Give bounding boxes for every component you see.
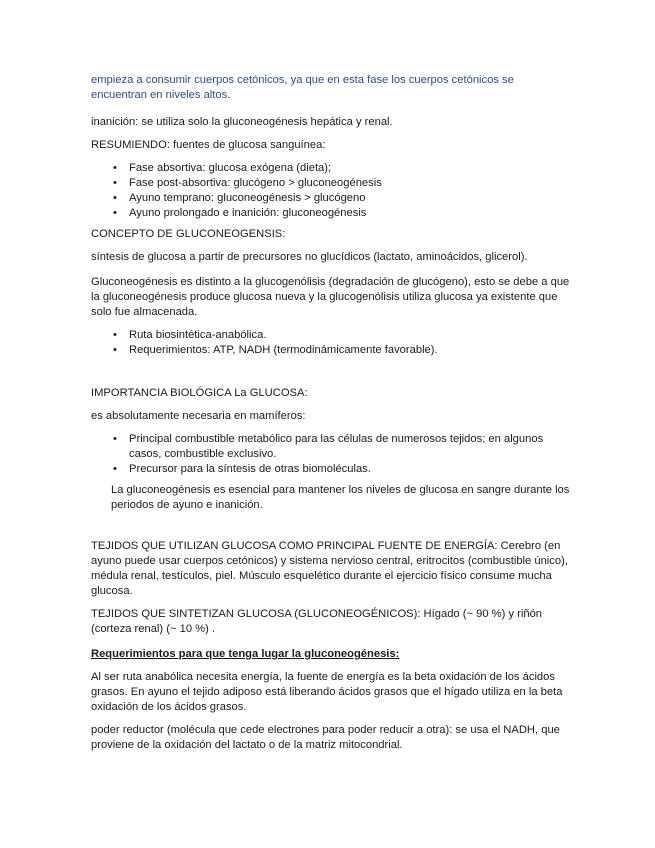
paragraph-mammals: es absolutamente necesaria en mamíferos: [91, 410, 306, 422]
list-item: • Requerimientos: ATP, NADH (termodinámicamente favorable). [91, 343, 571, 358]
list-item: • Ayuno prolongado e inanición: gluconeogénesis [91, 206, 571, 221]
paragraph-ketone-bodies: empieza a consumir cuerpos cetónicos, ya que en esta fase los cuerpos cetónicos se encuentran en niveles altos. [91, 74, 514, 101]
heading-requirements: Requerimientos para que tenga lugar la gluconeogénesis: [91, 648, 400, 660]
paragraph-energy: Al ser ruta anabólica necesita energía, la fuente de energía es la beta oxidación de los ácidos grasos. En ayuno el tejido adiposo está liberando ácidos grasos que el hígado utiliza en la beta oxidación de los ácidos grasos. [91, 671, 563, 713]
heading-importance: IMPORTANCIA BIOLÓGICA La GLUCOSA: [91, 387, 308, 399]
list-item: • Principal combustible metabólico para las células de numerosos tejidos; en algunos casos, combustible exclusivo. [91, 432, 571, 462]
list-importance [91, 432, 571, 477]
list-pathway [91, 328, 571, 358]
paragraph-definition: síntesis de glucosa a partir de precursores no glucídicos (lactato, aminoácidos, glicerol). [91, 251, 528, 263]
paragraph-essential: La gluconeogénesis es esencial para mantener los niveles de glucosa en sangre durante los periodos de ayuno e inanición. [111, 484, 570, 511]
list-item: • Fase absortiva: glucosa exógena (dieta); [91, 161, 571, 176]
paragraph-tissues-use: TEJIDOS QUE UTILIZAN GLUCOSA COMO PRINCIPAL FUENTE DE ENERGÍA: Cerebro (en ayuno puede usar cuerpos cetónicos) y sistema nervioso central, eritrocitos (combustible único), médula renal, testículos, piel. Músculo esquelético durante el ejercicio físico consume mucha glucosa. [91, 540, 568, 597]
paragraph-tissues-synthesize: TEJIDOS QUE SINTETIZAN GLUCOSA (GLUCONEOGÉNICOS): Hígado (~ 90 %) y riñón (corteza renal) (~ 10 %) . [91, 608, 543, 635]
paragraph-glycogenolysis: Gluconeogénesis es distinto a la glucogenólisis (degradación de glucógeno), esto se debe a que la gluconeogénesis produce glucosa nueva y la glucogenólisis utiliza glucosa ya existente que solo fue almacenada. [91, 276, 570, 318]
paragraph-reducing-power: poder reductor (molécula que cede electrones para poder reducir a otra): se usa el NADH, que proviene de la oxidación del lactato o de la matriz mitocondrial. [91, 724, 560, 751]
list-item: • Ayuno temprano: gluconeogénesis > glucógeno [91, 191, 571, 206]
list-glucose-sources [91, 161, 571, 221]
list-item: • Ruta biosintética-anabólica. [91, 328, 571, 343]
list-item: • Precursor para la síntesis de otras biomoléculas. [91, 462, 571, 477]
heading-concept: CONCEPTO DE GLUCONEOGENSIS: [91, 228, 286, 240]
list-item: • Fase post-absortiva: glucógeno > gluconeogénesis [91, 176, 571, 191]
document-body [91, 73, 571, 761]
paragraph-inanition: inanición: se utiliza solo la gluconeogénesis hepática y renal. [91, 116, 393, 128]
heading-summary: RESUMIENDO: fuentes de glucosa sanguínea: [91, 139, 326, 151]
